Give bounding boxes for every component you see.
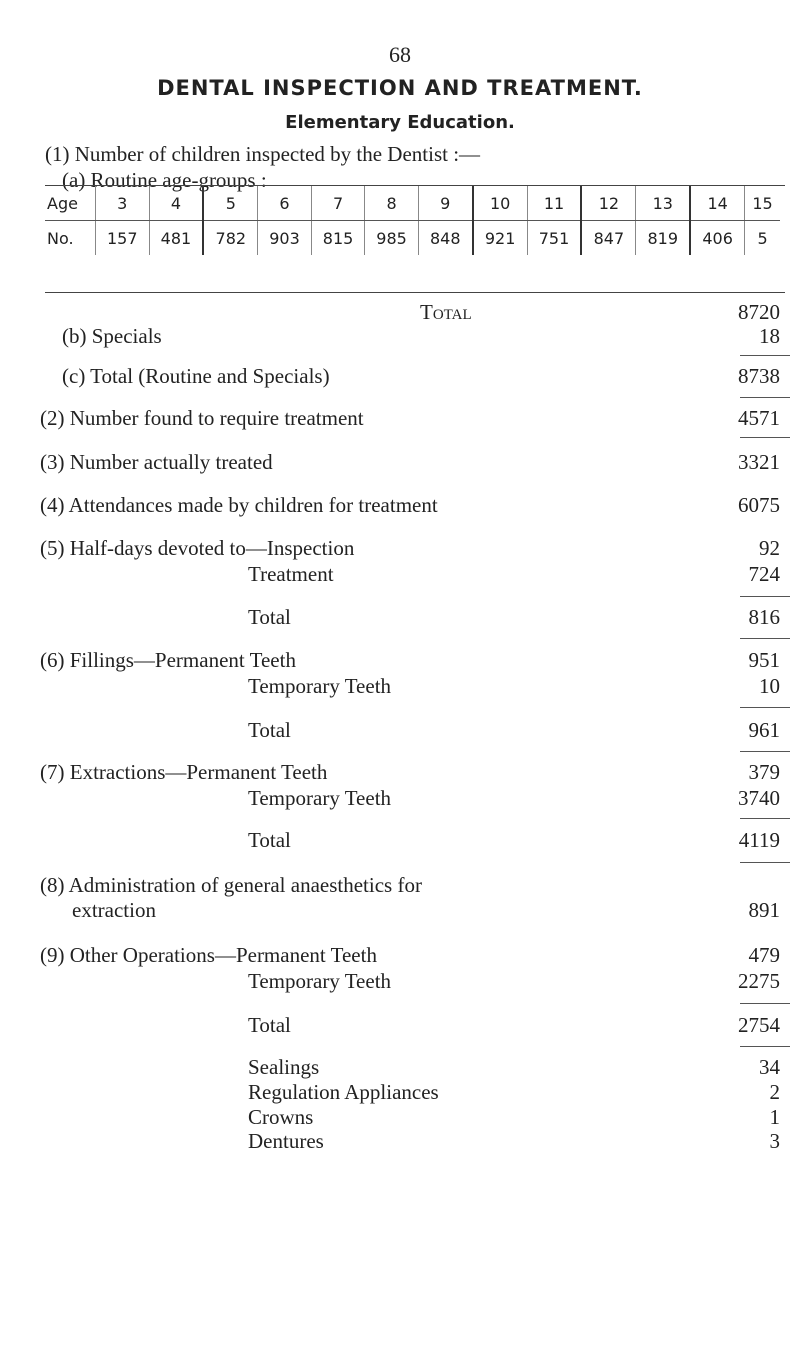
specials-value: 18 — [759, 324, 780, 348]
sealings-label: Sealings — [248, 1055, 320, 1079]
section-6-total-value: 961 — [748, 718, 780, 742]
age-cell: 6 — [258, 186, 312, 221]
sealings-value: 34 — [759, 1055, 780, 1079]
age-cell: 10 — [473, 186, 527, 221]
section-4-label: (4) Attendances made by children for treatment — [40, 493, 438, 517]
page-title: DENTAL INSPECTION AND TREATMENT. — [157, 76, 643, 100]
number-cell: 985 — [365, 221, 419, 256]
page-number: 68 — [389, 42, 411, 67]
age-row-label: Age — [45, 186, 96, 221]
regulation-appliances-value: 2 — [769, 1080, 780, 1104]
age-cell: 13 — [636, 186, 690, 221]
regulation-appliances-label: Regulation Appliances — [248, 1080, 439, 1104]
section-1-label: (1) Number of children inspected by the Dentist :— — [45, 142, 481, 166]
number-cell: 751 — [527, 221, 581, 256]
section-8-label: (8) Administration of general anaesthetics for — [40, 873, 422, 897]
section-7-total-label: Total — [248, 828, 291, 852]
section-2-label: (2) Number found to require treatment — [40, 406, 364, 430]
section-9-temporary-label: Temporary Teeth — [248, 969, 392, 993]
section-5-total-value: 816 — [748, 605, 780, 629]
section-7-temporary-label: Temporary Teeth — [248, 786, 392, 810]
section-9-label: (9) Other Operations—Permanent Teeth — [40, 943, 377, 967]
crowns-value: 1 — [769, 1105, 780, 1129]
number-cell: 782 — [203, 221, 257, 256]
section-1a-label: (a) Routine age-groups : — [62, 168, 267, 192]
age-cell: 3 — [96, 186, 150, 221]
number-cell: 847 — [581, 221, 635, 256]
section-6-value-temporary: 10 — [759, 674, 780, 698]
age-cell: 15 — [745, 186, 780, 221]
age-row — [45, 186, 780, 221]
section-9-total-value: 2754 — [738, 1013, 780, 1037]
age-cell: 5 — [203, 186, 257, 221]
section-5-value-treatment: 724 — [748, 562, 780, 586]
section-4-value: 6075 — [738, 493, 780, 517]
section-5-treatment-label: Treatment — [248, 562, 334, 586]
section-9-total-label: Total — [248, 1013, 291, 1037]
section-9-value-temporary: 2275 — [738, 969, 780, 993]
section-6-total-label: Total — [248, 718, 291, 742]
number-cell: 481 — [149, 221, 203, 256]
section-3-label: (3) Number actually treated — [40, 450, 273, 474]
number-cell: 903 — [258, 221, 312, 256]
section-7-value-permanent: 379 — [748, 760, 780, 784]
crowns-label: Crowns — [248, 1105, 314, 1129]
subtitle: Elementary Education. — [285, 112, 515, 133]
section-5-value-inspection: 92 — [759, 536, 780, 560]
specials-label: (b) Specials — [62, 324, 162, 348]
section-9-value-permanent: 479 — [748, 943, 780, 967]
age-cell: 12 — [581, 186, 635, 221]
age-cell: 9 — [418, 186, 472, 221]
number-cell: 819 — [636, 221, 690, 256]
routine-specials-total-value: 8738 — [738, 364, 780, 388]
number-cell: 815 — [311, 221, 365, 256]
number-cell: 157 — [96, 221, 150, 256]
routine-total-label: Total — [420, 300, 472, 324]
section-6-value-permanent: 951 — [748, 648, 780, 672]
number-cell: 5 — [745, 221, 780, 256]
section-7-label: (7) Extractions—Permanent Teeth — [40, 760, 328, 784]
section-3-value: 3321 — [738, 450, 780, 474]
number-row — [45, 221, 780, 256]
number-cell: 848 — [418, 221, 472, 256]
section-2-value: 4571 — [738, 406, 780, 430]
age-group-table — [45, 186, 780, 255]
section-8-label-cont: extraction — [72, 898, 156, 922]
section-8-value: 891 — [748, 898, 780, 922]
section-7-value-temporary: 3740 — [738, 786, 780, 810]
age-cell: 8 — [365, 186, 419, 221]
age-cell: 14 — [690, 186, 744, 221]
age-cell: 7 — [311, 186, 365, 221]
age-cell: 4 — [149, 186, 203, 221]
number-row-label: No. — [47, 228, 74, 248]
section-6-temporary-label: Temporary Teeth — [248, 674, 392, 698]
dentures-value: 3 — [769, 1129, 780, 1153]
dentures-label: Dentures — [248, 1129, 324, 1153]
section-5-total-label: Total — [248, 605, 291, 629]
section-5-label: (5) Half-days devoted to—Inspection — [40, 536, 355, 560]
section-6-label: (6) Fillings—Permanent Teeth — [40, 648, 296, 672]
section-7-total-value: 4119 — [738, 828, 780, 852]
number-cell: 921 — [473, 221, 527, 256]
routine-total-value: 8720 — [738, 300, 780, 324]
number-cell: 406 — [690, 221, 744, 256]
age-cell: 11 — [527, 186, 581, 221]
routine-specials-total-label: (c) Total (Routine and Specials) — [62, 364, 330, 388]
